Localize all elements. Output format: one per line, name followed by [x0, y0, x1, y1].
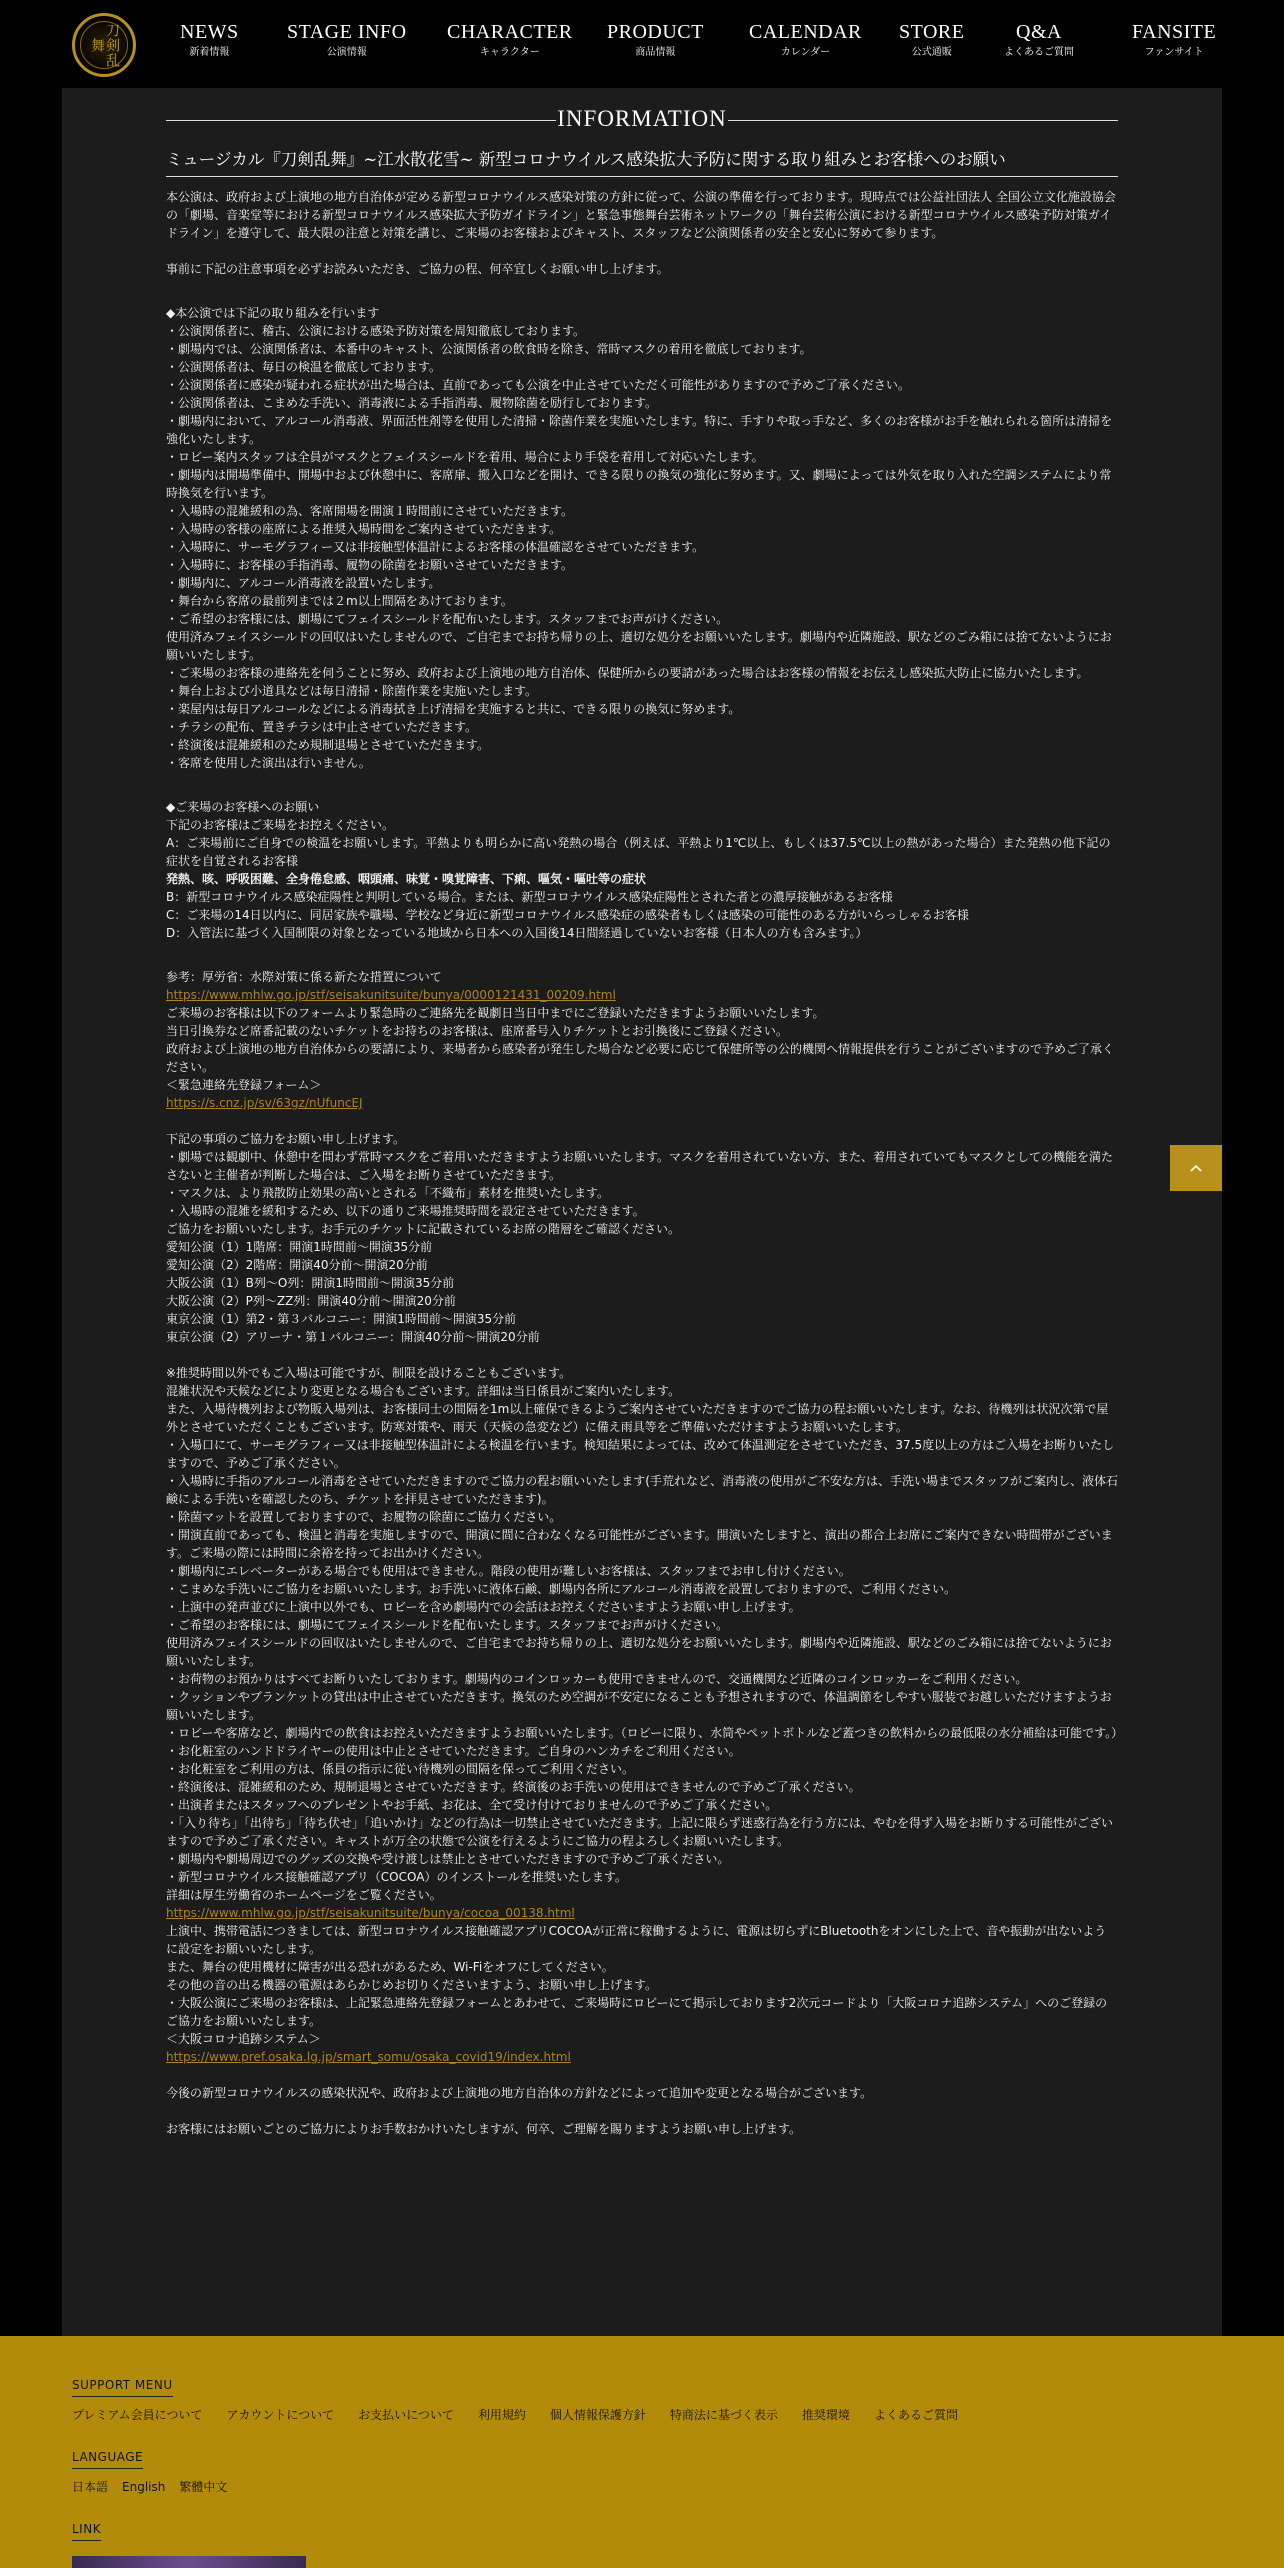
article-paragraph: ・公演関係者に、稽古、公演における感染予防対策を周知徹底しております。 — [166, 324, 586, 338]
article-paragraph: 上演中、携帯電話につきましては、新型コロナウイルス接触確認アプリCOCOAが正常に稼働するように、電源は切らずにBluetoothをオンにした上で、音や振動が出ないように設定をお願いいたします。 — [166, 1924, 1107, 1956]
article-paragraph: ・クッションやブランケットの貸出は中止させていただきます。換気のため空調が不安定になることも予想されますので、体温調節をしやすい服装でお越しいただけますようお願いいたします。 — [166, 1690, 1112, 1722]
footer-support-link[interactable]: お支払いについて — [358, 2408, 454, 2422]
article-paragraph: 下記の事項のご協力をお願い申し上げます。 — [166, 1132, 406, 1146]
nav-sublabel: キャラクター — [479, 47, 540, 58]
article-paragraph: ・入場時の客様の座席による推奨入場時間をご案内させていただきます。 — [166, 522, 562, 536]
footer-support-link[interactable]: 利用規約 — [477, 2408, 526, 2422]
footer-support-link[interactable]: 特商法に基づく表示 — [669, 2408, 778, 2422]
article-paragraph: ご協力をお願いいたします。お手元のチケットに記載されているお席の階層をご確認ください。 — [166, 1222, 680, 1236]
link-heading: LINK — [72, 2522, 101, 2541]
article-paragraph: ・入場時の混雑を緩和するため、以下の通りご来場推奨時間を設定させていただきます。 — [166, 1204, 645, 1218]
article-paragraph: ・上演中の発声並びに上演中以外でも、ロビーを含め劇場内での会話はお控えくださいますようお願い申し上げます。 — [166, 1600, 801, 1614]
footer-support-link[interactable]: 推奨環境 — [801, 2408, 850, 2422]
article-paragraph: ・開演直前であっても、検温と消毒を実施しますので、開演に間に合わなくなる可能性がございます。開演いたしますと、演出の都合上お席にご案内できない時間帯がございます。ご来場の際には時間に余裕を持ってお出かけください。 — [166, 1528, 1113, 1560]
article-paragraph: ・入場時に手指のアルコール消毒をさせていただきますのでご協力の程お願いいたします(手荒れなど、消毒液の使用がご不安な方は、手洗い場までスタッフがご案内し、液体石鹸による手洗いを確認したのち、チケットを拝見させていただきます)。 — [166, 1474, 1118, 1506]
nav-item-calendar[interactable] — [749, 20, 862, 60]
article-body — [166, 188, 1124, 2138]
article-paragraph: 本公演は、政府および上演地の地方自治体が定める新型コロナウイルス感染対策の方針に従って、公演の準備を行っております。現時点では公益社団法人 全国公立文化施設協会の「劇場、音楽堂等における新型コロナウイルス感染拡大予防ガイドライン」と緊急事態舞台芸術ネットワークの「舞台芸術公演における新型コロナウイルス感染予防対策ガイドライン」を遵守して、最大限の注意と対策を講じ、ご来場のお客様およびキャスト、スタッフなど公演関係者の安全と安心に努めて参ります。 — [166, 190, 1116, 240]
article-paragraph: ・チラシの配布、置きチラシは中止させていただきます。 — [166, 720, 478, 734]
article-paragraph: 今後の新型コロナウイルスの感染状況や、政府および上演地の地方自治体の方針などによって追加や変更となる場合がございます。 — [166, 2086, 873, 2100]
article-paragraph: ・お荷物のお預かりはすべてお断りいたしております。劇場内のコインロッカーも使用できませんので、交通機関など近隣のコインロッカーをご利用ください。 — [166, 1672, 1028, 1686]
article-paragraph: ・劇場では観劇中、休憩中を問わず常時マスクをご着用いただきますようお願いいたします。マスクを着用されていない方、また、着用されていてもマスクとしての機能を満たさないと主催者が判断した場合は、ご入場をお断りさせていただきます。 — [166, 1150, 1114, 1182]
article-paragraph: 大阪公演（2）P列～ZZ列：開演40分前～開演20分前 — [166, 1294, 456, 1308]
article-paragraph: ◆ご来場のお客様へのお願い — [166, 800, 320, 814]
nav-item-store[interactable] — [899, 20, 964, 60]
paragraph-spacer — [166, 242, 1118, 260]
article-paragraph: ・こまめな手洗いにご協力をお願いいたします。お手洗いに液体石鹸、劇場内各所にアルコール消毒液を設置しておりますので、ご利用ください。 — [166, 1582, 957, 1596]
paragraph-spacer — [166, 942, 1118, 968]
article-paragraph: ・公演関係者に感染が疑われる症状が出た場合は、直前であっても公演を中止させていただく可能性がありますので予めご了承ください。 — [166, 378, 910, 392]
article-paragraph: 参考：厚労省：水際対策に係る新たな措置について — [166, 970, 442, 984]
nav-label: PRODUCT — [607, 21, 704, 43]
nav-item-character[interactable] — [447, 20, 573, 60]
article-paragraph: 政府および上演地の地方自治体からの要請により、来場者から感染者が発生した場合など必要に応じて保健所等の公的機関へ情報提供を行うことがございますので予めご了承ください。 — [166, 1042, 1115, 1074]
nav-label: FANSITE — [1132, 21, 1217, 43]
article-paragraph: ・ロビー案内スタッフは全員がマスクとフェイスシールドを着用、場合により手袋を着用して対応いたします。 — [166, 450, 764, 464]
article-paragraph: その他の音の出る機器の電源はあらかじめお切りくださいますよう、お願い申し上げます。 — [166, 1978, 658, 1992]
article-paragraph: C：ご来場の14日以内に、同居家族や職場、学校など身近に新型コロナウイルス感染症の感染者もしくは感染の可能性のある方がいらっしゃるお客様 — [166, 908, 969, 922]
article-link[interactable]: https://s.cnz.jp/sv/63gz/nUfuncEJ — [166, 1096, 363, 1110]
nav-sublabel: ファンサイト — [1144, 47, 1204, 58]
article-paragraph: また、舞台の使用機材に障害が出る恐れがあるため、Wi-Fiをオフにしてください。 — [166, 1960, 614, 1974]
article-paragraph: ・ロビーや客席など、劇場内での飲食はお控えいただきますようお願いいたします。（ロビーに限り、水筒やペットボトルなど蓋つきの飲料からの最低限の水分補給は可能です。） — [166, 1726, 1124, 1740]
article-paragraph: ◆本公演では下記の取り組みを行います — [166, 306, 380, 320]
nav-sublabel: カレンダー — [780, 47, 831, 58]
link-banner[interactable] — [72, 2556, 306, 2568]
article-paragraph: 発熱、咳、呼吸困難、全身倦怠感、咽頭痛、味覚・嗅覚障害、下痢、嘔気・嘔吐等の症状 — [166, 872, 647, 886]
article-paragraph: ・劇場内や劇場周辺でのグッズの交換や受け渡しは禁止とさせていただきますので予めご了承ください。 — [166, 1852, 730, 1866]
nav-item-qa[interactable] — [1004, 20, 1074, 60]
footer-support-link[interactable]: アカウントについて — [226, 2408, 335, 2422]
nav-item-stage-info[interactable] — [287, 20, 407, 60]
article-paragraph: ※推奨時間以外でもご入場は可能ですが、制限を設けることもございます。 — [166, 1366, 572, 1380]
paragraph-spacer — [166, 1112, 1118, 1130]
paragraph-spacer — [166, 2102, 1118, 2120]
footer-support-link[interactable]: 個人情報保護方針 — [549, 2408, 646, 2422]
article-paragraph: ・客席を使用した演出は行いません。 — [166, 756, 371, 770]
language-links — [72, 2478, 241, 2495]
page-top-button[interactable] — [1170, 1145, 1222, 1191]
nav-label: CALENDAR — [749, 21, 862, 43]
site-logo[interactable] — [72, 13, 136, 77]
article-paragraph: ・「入り待ち」「出待ち」「待ち伏せ」「追いかけ」などの行為は一切禁止させていただきます。上記に限らず迷惑行為を行う方には、やむを得ず入場をお断りする可能性がございますので予めご了承ください。キャストが万全の状態で公演を行えるようにご協力の程よろしくお願いいたします。 — [166, 1816, 1114, 1848]
article-paragraph: ・公演関係者は、毎日の検温を徹底しております。 — [166, 360, 442, 374]
site-header — [0, 0, 1284, 88]
article-link[interactable]: https://www.mhlw.go.jp/stf/seisakunitsuite/bunya/cocoa_00138.html — [166, 1906, 575, 1920]
support-links — [72, 2406, 982, 2423]
article-paragraph: ・除菌マットを設置しておりますので、お履物の除菌にご協力ください。 — [166, 1510, 562, 1524]
article-paragraph: 事前に下記の注意事項を必ずお読みいただき、ご協力の程、何卒宜しくお願い申し上げます。 — [166, 262, 669, 276]
nav-label: CHARACTER — [447, 21, 573, 43]
footer-support-link[interactable]: よくあるご質問 — [873, 2408, 958, 2422]
article-paragraph: ・公演関係者は、こまめな手洗い、消毒液による手指消毒、履物除菌を励行しております。 — [166, 396, 658, 410]
article-paragraph: ・劇場内は開場準備中、開場中および休憩中に、客席扉、搬入口などを開け、できる限りの換気の強化に努めます。又、劇場によっては外気を取り入れた空調システムにより常時換気を行います。 — [166, 468, 1112, 500]
paragraph-spacer — [166, 1346, 1118, 1364]
footer-language-link[interactable]: 日本語 — [72, 2480, 109, 2494]
nav-sublabel: 商品情報 — [635, 47, 676, 58]
article-title: ミュージカル『刀剣乱舞』~江水散花雪~ 新型コロナウイルス感染拡大予防に関する取り組みとお客様へのお願い — [166, 148, 1118, 177]
paragraph-spacer — [166, 278, 1118, 304]
article-paragraph: ・終演後は、混雑緩和のため、規制退場とさせていただきます。終演後のお手洗いの使用はできませんので予めご了承ください。 — [166, 1780, 861, 1794]
nav-item-product[interactable] — [607, 20, 704, 60]
nav-label: Q&A — [1016, 21, 1062, 43]
article-paragraph: ・ご来場のお客様の連絡先を伺うことに努め、政府および上演地の地方自治体、保健所からの要請があった場合はお客様の情報をお伝えし感染拡大防止に協力いたします。 — [166, 666, 1089, 680]
section-title — [166, 106, 1118, 136]
article-paragraph: ・入場時に、サーモグラフィー又は非接触型体温計によるお客様の体温確認をさせていただきます。 — [166, 540, 705, 554]
article-paragraph: 東京公演（1）第2・第３バルコニー：開演1時間前～開演35分前 — [166, 1312, 517, 1326]
nav-item-fansite[interactable] — [1132, 20, 1216, 60]
nav-sublabel: 公演情報 — [326, 47, 367, 58]
article-paragraph: 大阪公演（1）B列～O列：開演1時間前～開演35分前 — [166, 1276, 455, 1290]
nav-label: NEWS — [180, 21, 239, 43]
footer-language-link[interactable]: English — [122, 2480, 166, 2494]
article-paragraph: ご来場のお客様は以下のフォームより緊急時のご連絡先を観劇日当日中までにご登録いただきますようお願いいたします。 — [166, 1006, 825, 1020]
article-paragraph: ・劇場内では、公演関係者は、本番中のキャスト、公演関係者の飲食時を除き、常時マスクの着用を徹底しております。 — [166, 342, 812, 356]
nav-sublabel: 公式通販 — [911, 47, 952, 58]
article-paragraph: お客様にはお願いごとのご協力によりお手数おかけいたしますが、何卒、ご理解を賜りますようお願い申し上げます。 — [166, 2122, 802, 2136]
article-paragraph: ・新型コロナウイルス接触確認アプリ（COCOA）のインストールを推奨いたします。 — [166, 1870, 627, 1884]
article-paragraph: ・大阪公演にご来場のお客様は、上記緊急連絡先登録フォームとあわせて、ご来場時にロビーにて掲示しております2次元コードより「大阪コロナ追跡システム」へのご登録のご協力をお願いいたします。 — [166, 1996, 1108, 2028]
article-paragraph: ・終演後は混雑緩和のため規制退場とさせていただきます。 — [166, 738, 490, 752]
nav-label: STORE — [899, 21, 965, 43]
article-paragraph: ・入場時に、お客様の手指消毒、履物の除菌をお願いさせていただきます。 — [166, 558, 574, 572]
article-paragraph: D：入管法に基づく入国制限の対象となっている地域から日本への入国後14日間経過していないお客様（日本人の方も含みます。） — [166, 926, 868, 940]
support-menu-heading: SUPPORT MENU — [72, 2378, 173, 2397]
logo-text: 刀剣乱舞 — [80, 21, 128, 69]
article-paragraph: 愛知公演（2）2階席：開演40分前～開演20分前 — [166, 1258, 428, 1272]
article-paragraph: 詳細は厚生労働省のホームページをご覧ください。 — [166, 1888, 442, 1902]
global-nav — [160, 20, 1260, 70]
article-paragraph: また、入場待機列および物販入場列は、お客様同士の間隔を1m以上確保できるようご案内させていただきますのでご協力の程お願いいたします。なお、待機列は状況次第で屋外とさせていただくこともございます。防寒対策や、雨天（天候の急変など）に備え雨具等をご準備いただけますようお願いいたします。 — [166, 1402, 1109, 1434]
nav-item-news[interactable] — [180, 20, 239, 60]
article-paragraph: 使用済みフェイスシールドの回収はいたしませんので、ご自宅までお持ち帰りの上、適切な処分をお願いいたします。劇場内や近隣施設、駅などのごみ箱には捨てないようにお願いいたします。 — [166, 1636, 1112, 1668]
article-paragraph: ・出演者またはスタッフへのプレゼントやお手紙、お花は、全て受け付けておりませんので予めご了承ください。 — [166, 1798, 778, 1812]
article-paragraph: B：新型コロナウイルス感染症陽性と判明している場合。または、新型コロナウイルス感染症陽性とされた者との濃厚接触があるお客様 — [166, 890, 893, 904]
article-paragraph: A：ご来場前にご自身での検温をお願いします。平熱よりも明らかに高い発熱の場合（例えば、平熱より1℃以上、もしくは37.5℃以上の熱があった場合）また発熱の他下記の症状を自覚されるお客様 — [166, 836, 1111, 868]
article-paragraph: ・ご希望のお客様には、劇場にてフェイスシールドを配布いたします。スタッフまでお声がけください。 — [166, 612, 729, 626]
article-paragraph: 当日引換券など席番記載のないチケットをお持ちのお客様は、座席番号入りチケットとお引換後にご登録ください。 — [166, 1024, 788, 1038]
article-paragraph: ・劇場内において、アルコール消毒液、界面活性剤等を使用した清掃・除菌作業を実施いたします。特に、手すりや取っ手など、多くのお客様がお手を触れられる箇所は清掃を強化いたします。 — [166, 414, 1113, 446]
article-paragraph: 使用済みフェイスシールドの回収はいたしませんので、ご自宅までお持ち帰りの上、適切な処分をお願いいたします。劇場内や近隣施設、駅などのごみ箱には捨てないようにお願いいたします。 — [166, 630, 1112, 662]
main-panel — [62, 88, 1222, 2336]
article-paragraph: ・劇場内にエレベーターがある場合でも使用はできません。階段の使用が難しいお客様は、スタッフまでお申し付けください。 — [166, 1564, 851, 1578]
article-paragraph: ・入場時の混雑緩和の為、客席開場を開演１時間前にさせていただきます。 — [166, 504, 574, 518]
nav-sublabel: 新着情報 — [189, 47, 230, 58]
article-paragraph: ＜緊急連絡先登録フォーム＞ — [166, 1078, 322, 1092]
article-paragraph: ・マスクは、より飛散防止効果の高いとされる「不織布」素材を推奨いたします。 — [166, 1186, 610, 1200]
article-paragraph: 愛知公演（1）1階席：開演1時間前～開演35分前 — [166, 1240, 433, 1254]
nav-sublabel: よくあるご質問 — [1004, 47, 1074, 58]
article-link[interactable]: https://www.pref.osaka.lg.jp/smart_somu/osaka_covid19/index.html — [166, 2050, 571, 2064]
article-paragraph: ・お化粧室をご利用の方は、係員の指示に従い待機列の間隔を保ってご利用ください。 — [166, 1762, 635, 1776]
chevron-up-icon — [1189, 1163, 1203, 1173]
site-footer — [0, 2336, 1284, 2568]
nav-label: STAGE INFO — [287, 21, 407, 43]
article-paragraph: ・舞台から客席の最前列までは２m以上間隔をあけております。 — [166, 594, 513, 608]
article-paragraph: ・ご希望のお客様には、劇場にてフェイスシールドを配布いたします。スタッフまでお声がけください。 — [166, 1618, 729, 1632]
article-paragraph: ・楽屋内は毎日アルコールなどによる消毒拭き上げ清掃を実施すると共に、できる限りの換気に努めます。 — [166, 702, 741, 716]
article-paragraph: 下記のお客様はご来場をお控えください。 — [166, 818, 395, 832]
article-paragraph: ・入場口にて、サーモグラフィー又は非接触型体温計による検温を行います。検知結果によっては、改めて体温測定をさせていただき、37.5度以上の方はご入場をお断りいたしますので、予めご了承ください。 — [166, 1438, 1115, 1470]
section-title-text: INFORMATION — [557, 106, 727, 131]
footer-language-link[interactable]: 繁體中文 — [179, 2480, 228, 2494]
article-paragraph: ・劇場内に、アルコール消毒液を設置いたします。 — [166, 576, 441, 590]
article-paragraph: 混雑状況や天候などにより変更となる場合もございます。詳細は当日係員がご案内いたします。 — [166, 1384, 681, 1398]
article-paragraph: ＜大阪コロナ追跡システム＞ — [166, 2032, 321, 2046]
language-heading: LANGUAGE — [72, 2450, 143, 2469]
article-paragraph: 東京公演（2）アリーナ・第１バルコニー：開演40分前～開演20分前 — [166, 1330, 540, 1344]
paragraph-spacer — [166, 2066, 1118, 2084]
footer-support-link[interactable]: プレミアム会員について — [72, 2408, 203, 2422]
article-paragraph: ・舞台上および小道具などは毎日清掃・除菌作業を実施いたします。 — [166, 684, 538, 698]
article-paragraph: ・お化粧室のハンドドライヤーの使用は中止とさせていただきます。ご自身のハンカチをご利用ください。 — [166, 1744, 741, 1758]
article-link[interactable]: https://www.mhlw.go.jp/stf/seisakunitsuite/bunya/0000121431_00209.html — [166, 988, 616, 1002]
paragraph-spacer — [166, 772, 1118, 798]
